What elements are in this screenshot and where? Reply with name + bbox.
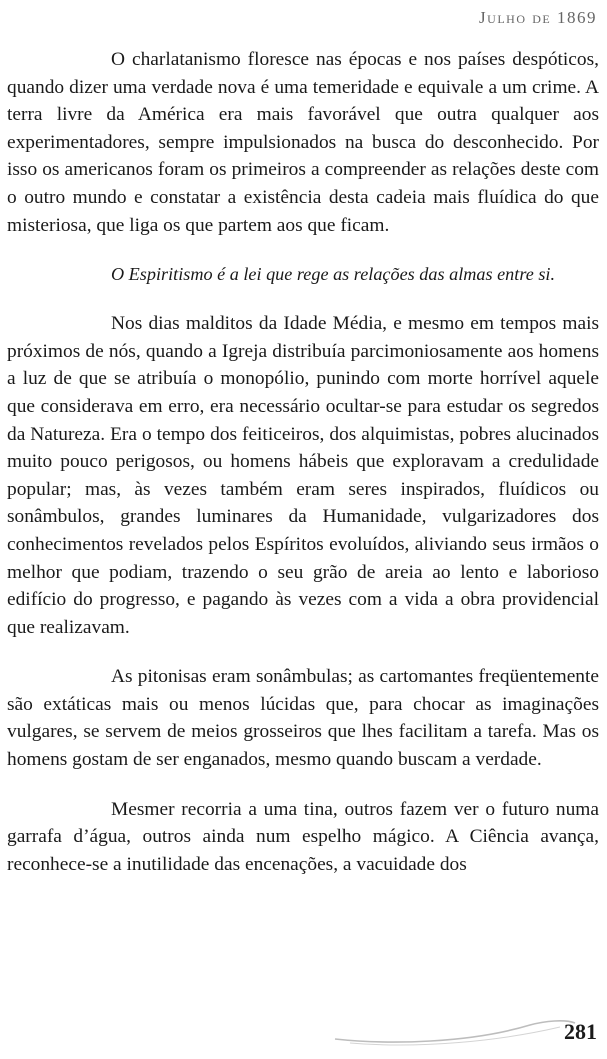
paragraph-idade-media: Nos dias malditos da Idade Média, e mesmo em tempos mais próximos de nós, quando a Igreja distribuía parcimoniosamente aos homens a luz de que se atribuía o monopólio, punindo com morte horrível aquele que considerava em erro, era necessário ocultar-se para estudar os segredos da Natureza. Era o tempo dos feiticeiros, dos alquimistas, pobres alucinados muito pouco perigosos, ou homens hábeis que exploravam a credulidade popular; mas, às vezes também eram seres inspirados, fluídicos ou sonâmbulos, grandes luminares da Humanidade, vulgarizadores dos conhecimentos revelados pelos Espíritos evoluídos, aliviando seus irmãos o melhor que podiam, trazendo o seu grão de areia ao lento e laborioso edifício do progresso, e pagando às vezes com a vida a obra providencial que realizavam. — [7, 313, 599, 638]
paragraph-pitonisas: As pitonisas eram sonâmbulas; as cartomantes freqüentemente são extáticas mais ou menos lúcidas que, para chocar as imaginações vulgares, se servem de meios grosseiros que lhes facilitam a tarefa. Mas os homens gostam de ser enganados, mesmo quando buscam a verdade. — [7, 666, 599, 771]
page-body — [7, 46, 599, 900]
running-head: Julho de 1869 — [479, 8, 597, 27]
paragraph-mesmer: Mesmer recorria a uma tina, outros fazem ver o futuro numa garrafa d’água, outros ainda num espelho mágico. A Ciência avança, reconhece-se a inutilidade das encenações, a vacuidade dos — [7, 798, 599, 875]
footer-swoosh-ornament — [330, 1011, 580, 1051]
italic-quote: O Espiritismo é a lei que rege as relações das almas entre si. — [111, 264, 556, 285]
page-number: 281 — [564, 1019, 597, 1044]
paragraph-charlatanismo: O charlatanismo floresce nas épocas e nos países despóticos, quando dizer uma verdade nova é uma temeridade e equivale a um crime. A terra livre da América era mais favorável que outra qualquer aos experimentadores, sempre impulsionados na busca do desconhecido. Por isso os americanos foram os primeiros a compreender as relações deste com o outro mundo e constatar a existência desta cadeia mais fluídica do que misteriosa, que liga os que partem aos que ficam. — [7, 49, 599, 236]
